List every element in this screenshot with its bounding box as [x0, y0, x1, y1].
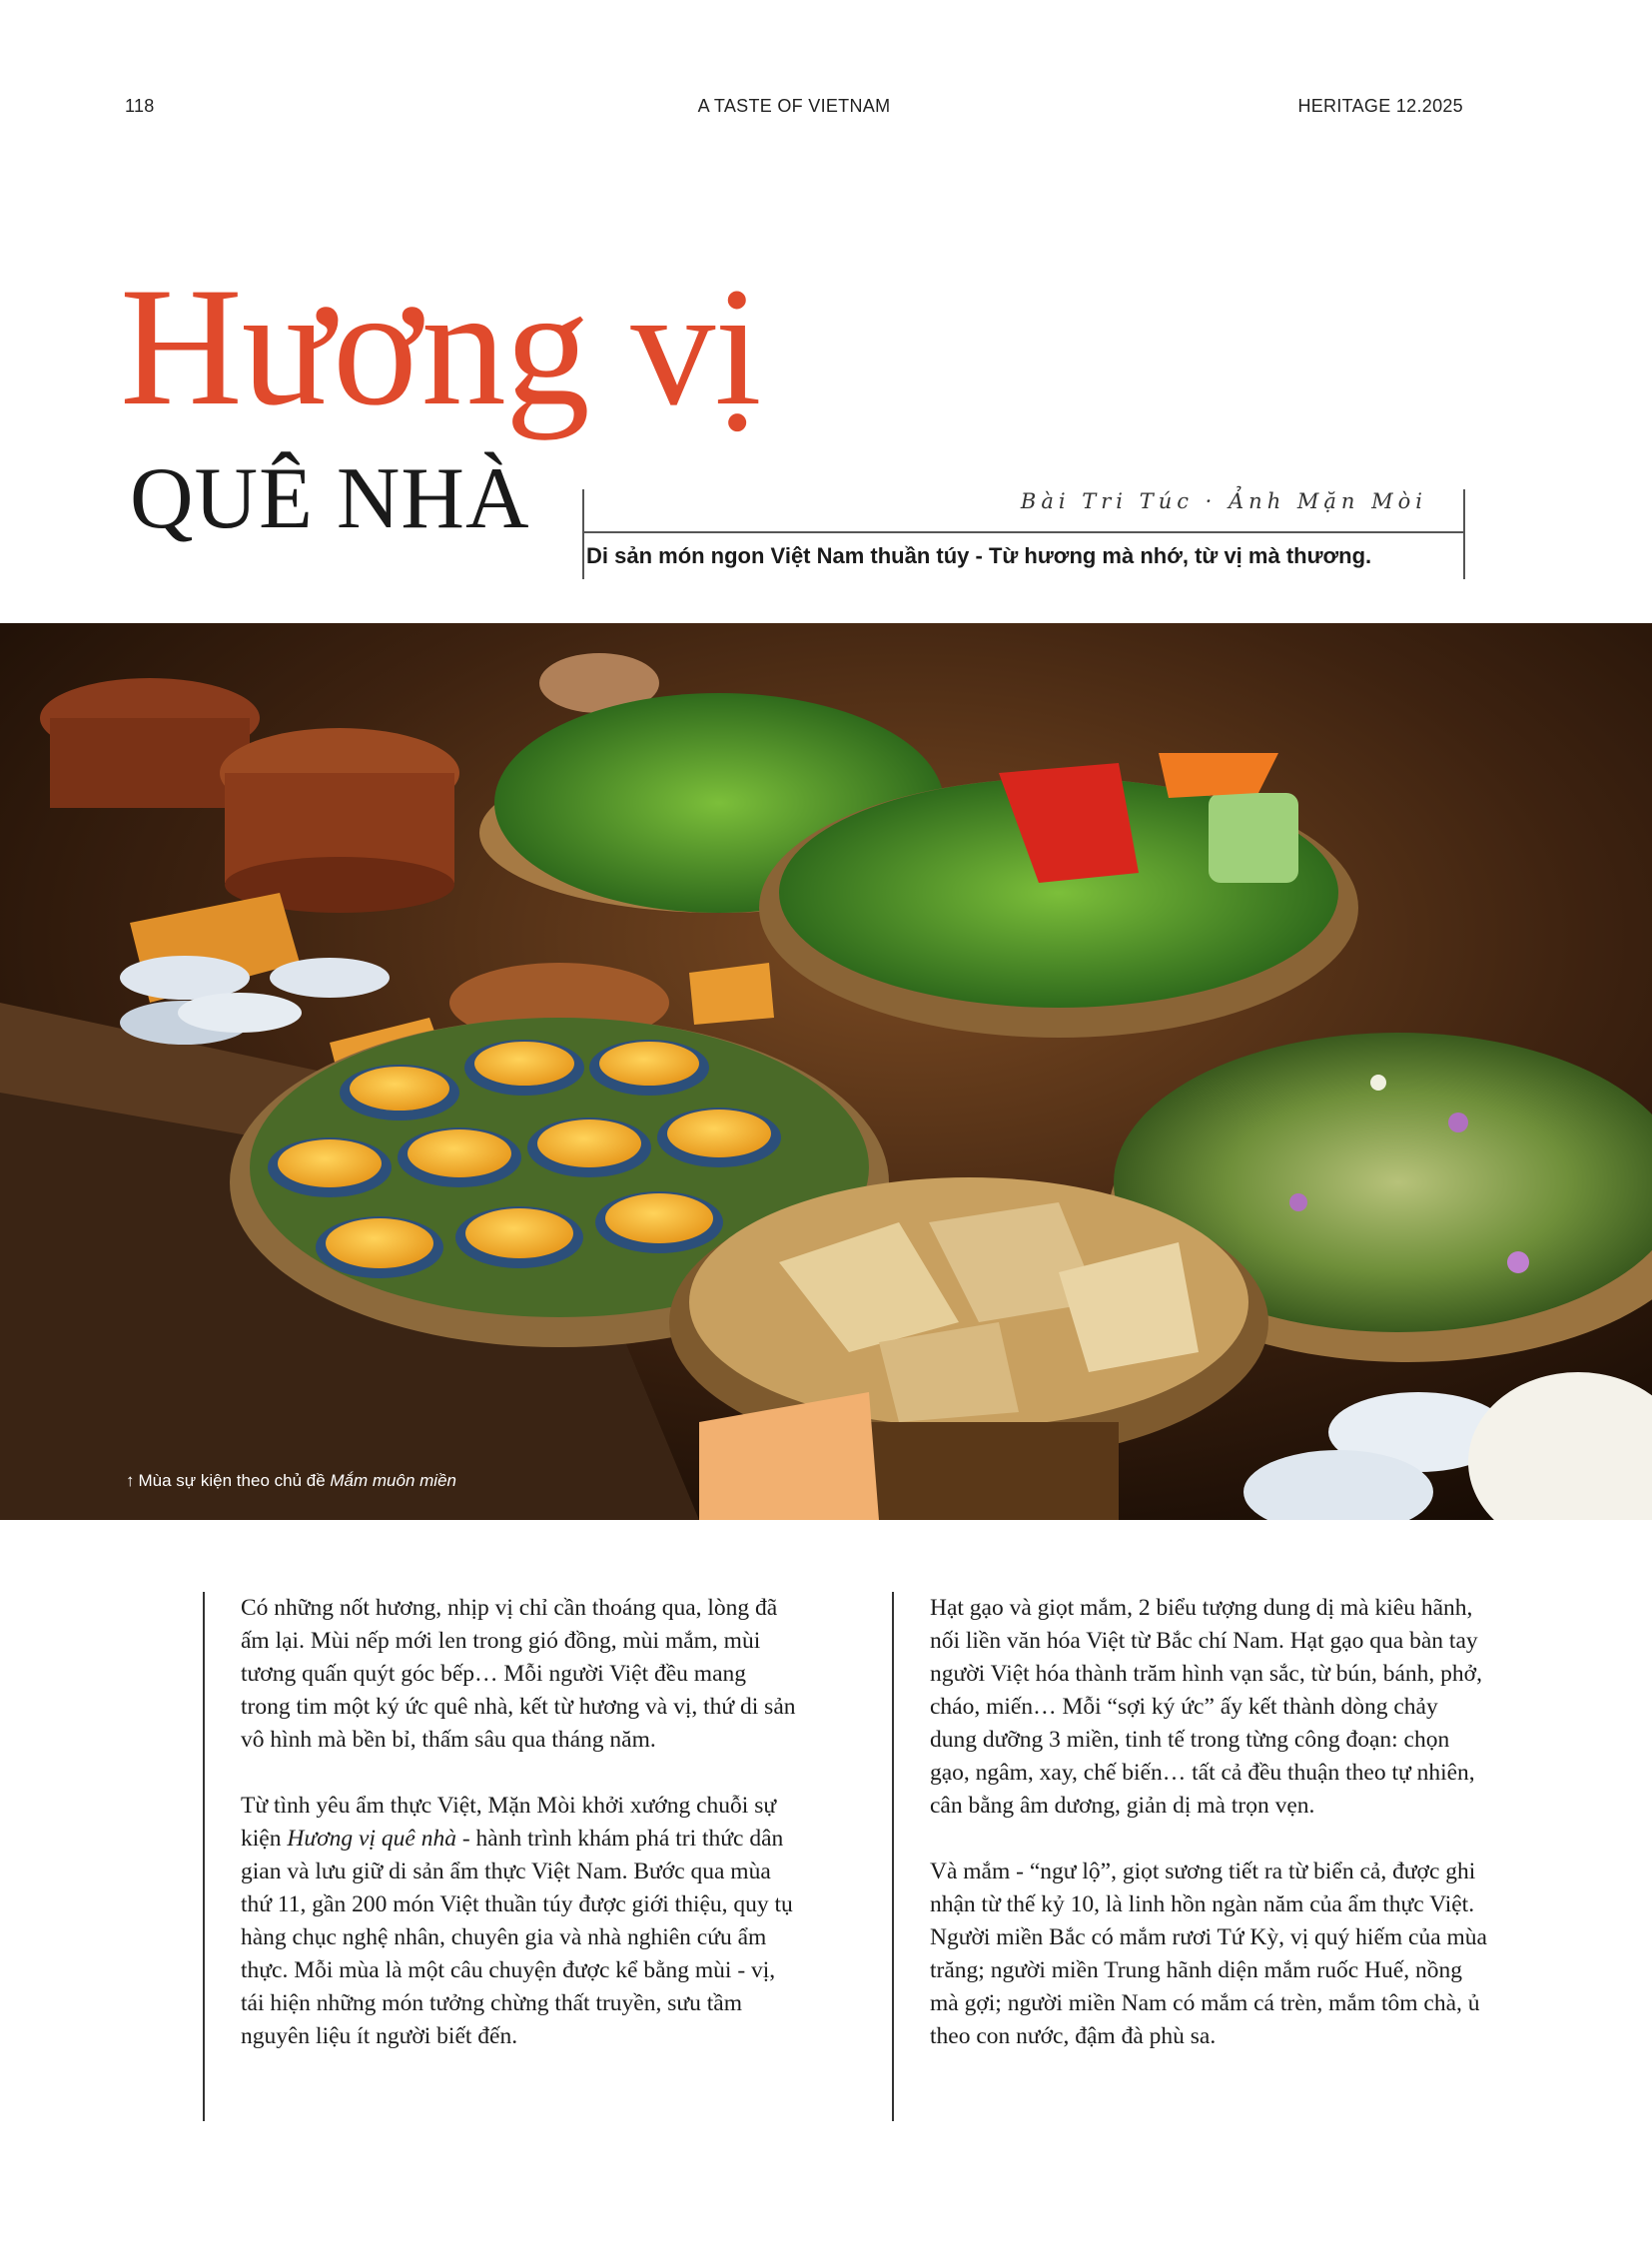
paragraph — [241, 1790, 800, 2053]
paragraph: Và mắm - “ngư lộ”, giọt sương tiết ra từ biển cả, được ghi nhận từ thế kỷ 10, là linh hồn ngàn năm của ẩm thực Việt. Người miền Bắc có mắm rươi Tứ Kỳ, vị quý hiếm của mùa trăng; người miền Trung hãnh diện mắm ruốc Huế, nồng mà gợi; người miền Nam có mắm cá trèn, mắm tôm chà, ủ theo con nước, đậm đà phù sa. — [930, 1859, 1487, 2049]
body-column-left — [203, 1592, 800, 2121]
body-column-right — [892, 1592, 1489, 2121]
byline-box — [582, 489, 1465, 579]
food-buffet-photo-icon — [0, 623, 1652, 1520]
page-number: 118 — [125, 96, 155, 116]
paragraph-text: Từ tình yêu ẩm thực Việt, Mặn Mòi khởi xướng chuỗi sự kiện — [241, 1793, 777, 1852]
issue-label: HERITAGE 12.2025 — [1297, 96, 1463, 116]
arrow-up-icon: ↑ — [126, 1471, 135, 1490]
caption-italic: Mắm muôn miền — [330, 1471, 456, 1490]
paragraph-text: - hành trình khám phá tri thức dân gian và lưu giữ di sản ẩm thực Việt Nam. Bước qua mùa thứ 11, gần 200 món Việt thuần túy được giới thiệu, quy tụ hàng chục nghệ nhân, chuyên gia và nhà nghiên cứu ẩm thực. Mỗi mùa là một câu chuyện được kể bằng mùi - vị, tái hiện những món tưởng chừng thất truyền, sưu tầm nguyên liệu ít người biết đến. — [241, 1826, 793, 2049]
article-title: Hương vị — [120, 253, 761, 440]
paragraph: Hạt gạo và giọt mắm, 2 biểu tượng dung dị mà kiêu hãnh, nối liền văn hóa Việt từ Bắc chí Nam. Hạt gạo qua bàn tay người Việt hóa thành trăm hình vạn sắc, từ bún, bánh, phở, cháo, miến… Mỗi “sợi ký ức” ấy kết thành dòng chảy dung dưỡng 3 miền, tinh tế trong từng công đoạn: chọn gạo, ngâm, xay, chế biến… tất cả đều thuận theo tự nhiên, cân bằng âm dương, giản dị mà trọn vẹn. — [930, 1595, 1482, 1819]
byline: Bài Tri Túc · Ảnh Mặn Mòi — [1020, 489, 1427, 513]
article-subtitle: QUÊ NHÀ — [130, 450, 530, 547]
section-name: A TASTE OF VIETNAM — [697, 96, 891, 116]
caption-text: Mùa sự kiện theo chủ đề — [138, 1471, 331, 1490]
series-title: Hương vị quê nhà — [287, 1826, 456, 1852]
paragraph: Có những nốt hương, nhịp vị chỉ cần thoáng qua, lòng đã ấm lại. Mùi nếp mới len trong gió đồng, mùi mắm, mùi tương quấn quýt góc bếp… Mỗi người Việt đều mang trong tim một ký ức quê nhà, kết từ hương và vị, thứ di sản vô hình mà bền bỉ, thấm sâu qua tháng năm. — [241, 1595, 796, 1753]
running-header — [125, 96, 1463, 120]
byline-divider — [584, 531, 1463, 533]
photo-caption — [126, 1471, 456, 1491]
hero-photo — [0, 623, 1652, 1520]
article-deck: Di sản món ngon Việt Nam thuần túy - Từ hương mà nhớ, từ vị mà thương. — [586, 543, 1372, 568]
